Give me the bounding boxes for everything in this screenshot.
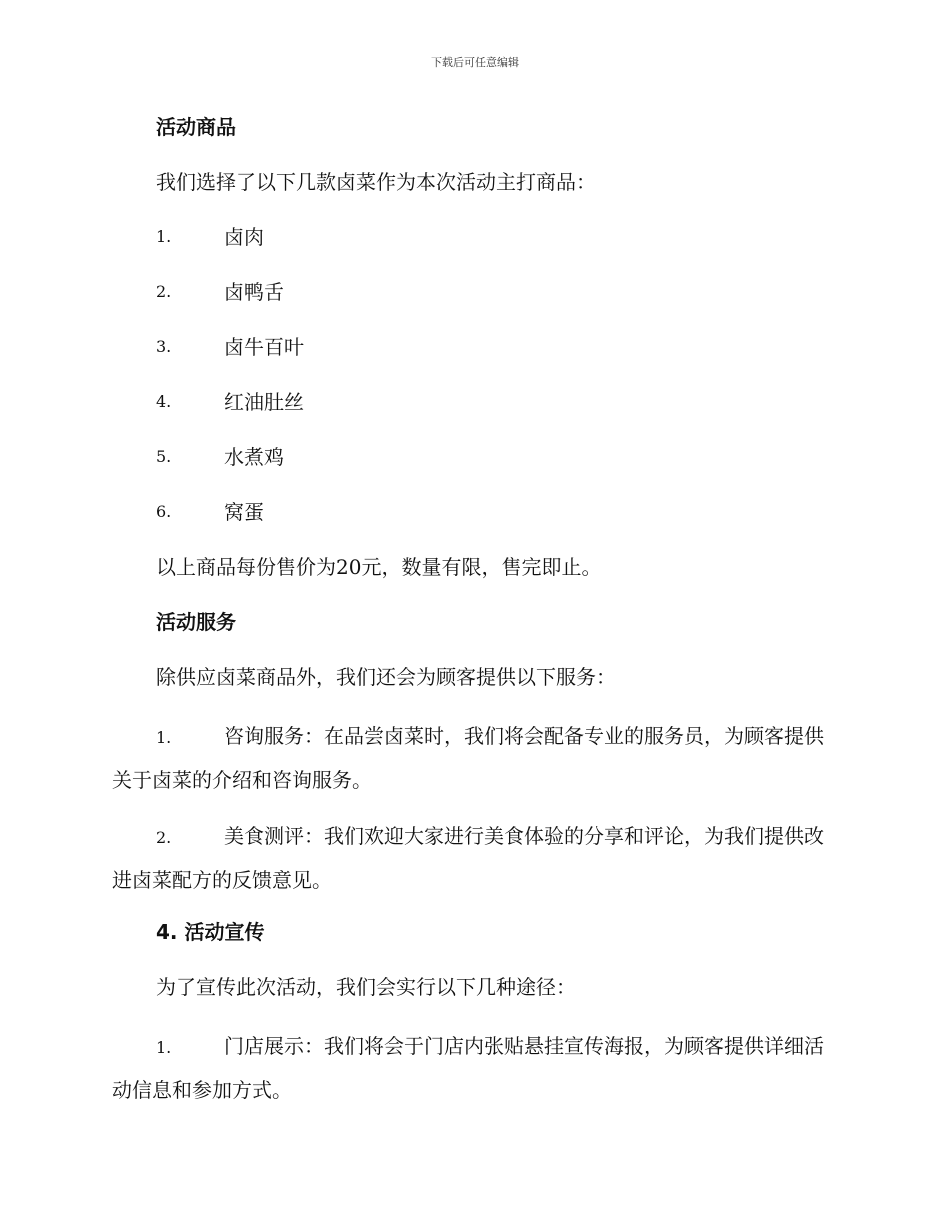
list-number: 4. [156,392,172,411]
page-header-note: 下载后可任意编辑 [431,56,519,69]
list-text: 门店展示：我们将会于门店内张贴悬挂宣传海报，为顾客提供详细活动信息和参加方式。 [112,1034,824,1102]
list-item [112,275,834,309]
list-text: 咨询服务：在品尝卤菜时，我们将会配备专业的服务员，为顾客提供关于卤菜的介绍和咨询服务。 [112,724,824,792]
list-number: 6. [156,502,172,521]
list-number: 3. [156,337,172,356]
list-number: 2. [156,828,172,847]
list-item [112,495,834,529]
list-item [112,220,834,254]
list-number: 5. [156,447,172,466]
list-text: 卤鸭舌 [224,280,284,304]
list-text: 美食测评：我们欢迎大家进行美食体验的分享和评论，为我们提供改进卤菜配方的反馈意见。 [112,824,824,892]
list-item [112,815,834,901]
section-title-promotion: 4. 活动宣传 [156,920,265,944]
promotion-intro: 为了宣传此次活动，我们会实行以下几种途径： [156,975,576,999]
products-outro: 以上商品每份售价为20元，数量有限，售完即止。 [156,555,602,579]
list-item [112,715,834,801]
list-number: 2. [156,282,172,301]
list-number: 1. [156,728,172,747]
list-item [112,440,834,474]
products-intro: 我们选择了以下几款卤菜作为本次活动主打商品： [156,170,596,194]
list-text: 水煮鸡 [224,445,284,469]
list-number: 1. [156,227,172,246]
section-title-products: 活动商品 [156,115,236,139]
list-text: 卤肉 [224,225,264,249]
list-item [112,330,834,364]
list-text: 卤牛百叶 [224,335,304,359]
section-title-services: 活动服务 [156,610,236,634]
list-number: 1. [156,1038,172,1057]
list-item [112,1025,834,1111]
list-text: 窝蛋 [224,500,264,524]
list-text: 红油肚丝 [224,390,304,414]
list-item [112,385,834,419]
services-intro: 除供应卤菜商品外，我们还会为顾客提供以下服务： [156,665,616,689]
document-body [112,110,834,1125]
